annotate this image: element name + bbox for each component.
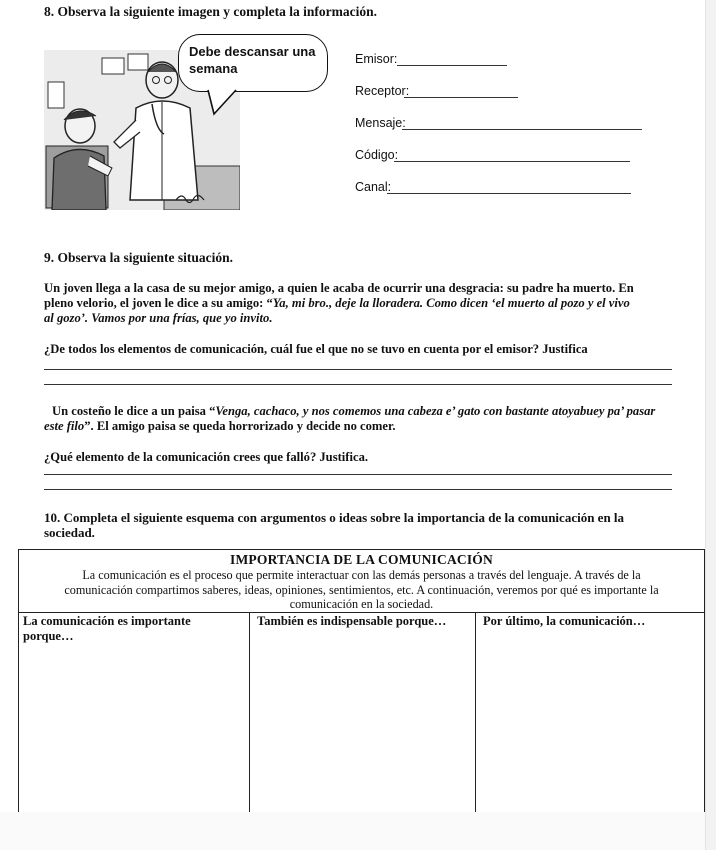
table-description-line-2: comunicación compartimos saberes, ideas, opiniones, sentimientos, etc. A continuación, veremos por qué es importante la [64,582,659,597]
table-description-line-3: comunicación en la sociedad. [289,597,434,611]
q9-p1-l2-italic: Ya, mi bro., deje la lloradera. Como dicen ‘el muerto al pozo y el vivo [272,296,630,310]
q9-answer-1-line-1[interactable] [44,369,672,370]
q9-paragraph-1-line-1: Un joven llega a la casa de su mejor amigo, a quien le acaba de ocurrir una desgracia: su padre ha muerto. En [44,281,634,295]
column-1-header[interactable] [23,614,245,643]
q9-p2-l1-italic: Venga, cachaco, y nos comemos una cabeza e’ gato con bastante atoyabuey pa’ pasar [215,404,656,418]
q9-paragraph-2-line-1 [52,404,655,419]
table-title: IMPORTANCIA DE LA COMUNICACIÓN [230,552,493,567]
q9-p2-l2-roman: ”. El amigo paisa se queda horrorizado y decide no comer. [84,419,396,433]
column-1-header-line-1: La comunicación es importante [23,614,191,628]
q9-paragraph-1-line-2 [44,296,630,311]
column-3-header[interactable]: Por último, la comunicación… [483,614,646,628]
table-column-divider-1 [249,612,250,812]
viewer-scrollbar[interactable] [705,0,716,850]
table-header-divider [19,612,704,613]
q9-question-2: ¿Qué elemento de la comunicación crees que falló? Justifica. [44,450,369,464]
field-codigo-label: Código: [355,148,399,162]
speech-bubble-tail [206,88,246,118]
field-emisor-label: Emisor: [355,52,398,66]
q9-title: 9. Observa la siguiente situación. [44,250,234,265]
column-1-header-line-2: porque… [23,628,74,643]
q9-answer-2-line-1[interactable] [44,474,672,475]
q9-p2-l1-roman: Un costeño le dice a un paisa “ [52,404,216,418]
column-2-header[interactable]: También es indispensable porque… [257,614,447,628]
speech-bubble [178,34,328,92]
table-column-divider-2 [475,612,476,812]
q10-title-line-1: 10. Completa el siguiente esquema con argumentos o ideas sobre la importancia de la comunicación en la [44,510,625,525]
speech-bubble-line-2: semana [189,61,238,76]
field-mensaje-label: Mensaje: [355,116,406,130]
field-receptor-label: Receptor: [355,84,410,98]
field-mensaje-line[interactable] [402,129,642,130]
table-header [19,550,704,612]
table-description-line-1: La comunicación es el proceso que permite interactuar con las demás personas a través del lenguaje. A través de la [82,568,641,582]
speech-bubble-line-1: Debe descansar una [189,44,316,59]
importance-table [18,549,705,813]
page-bottom-margin [0,812,716,850]
field-canal-line[interactable] [387,193,631,194]
q9-p2-l2-italic: este filo [44,419,85,433]
q9-answer-1-line-2[interactable] [44,384,672,385]
field-canal-label: Canal: [355,180,392,194]
q9-answer-2-line-2[interactable] [44,489,672,490]
field-emisor-line[interactable] [397,65,507,66]
q9-paragraph-2-line-2 [44,419,396,434]
field-receptor-line[interactable] [404,97,518,98]
q9-question-1: ¿De todos los elementos de comunicación, cuál fue el que no se tuvo en cuenta por el emisor? Justifica [44,342,588,356]
field-codigo-line[interactable] [394,161,630,162]
q8-title: 8. Observa la siguiente imagen y completa la información. [44,4,377,19]
q9-paragraph-1-line-3: al gozo’. Vamos por una frías, que yo invito. [44,311,273,325]
q9-p1-l2-roman: pleno velorio, el joven le dice a su amigo: “ [44,296,273,310]
q10-title-line-2: sociedad. [44,525,95,540]
